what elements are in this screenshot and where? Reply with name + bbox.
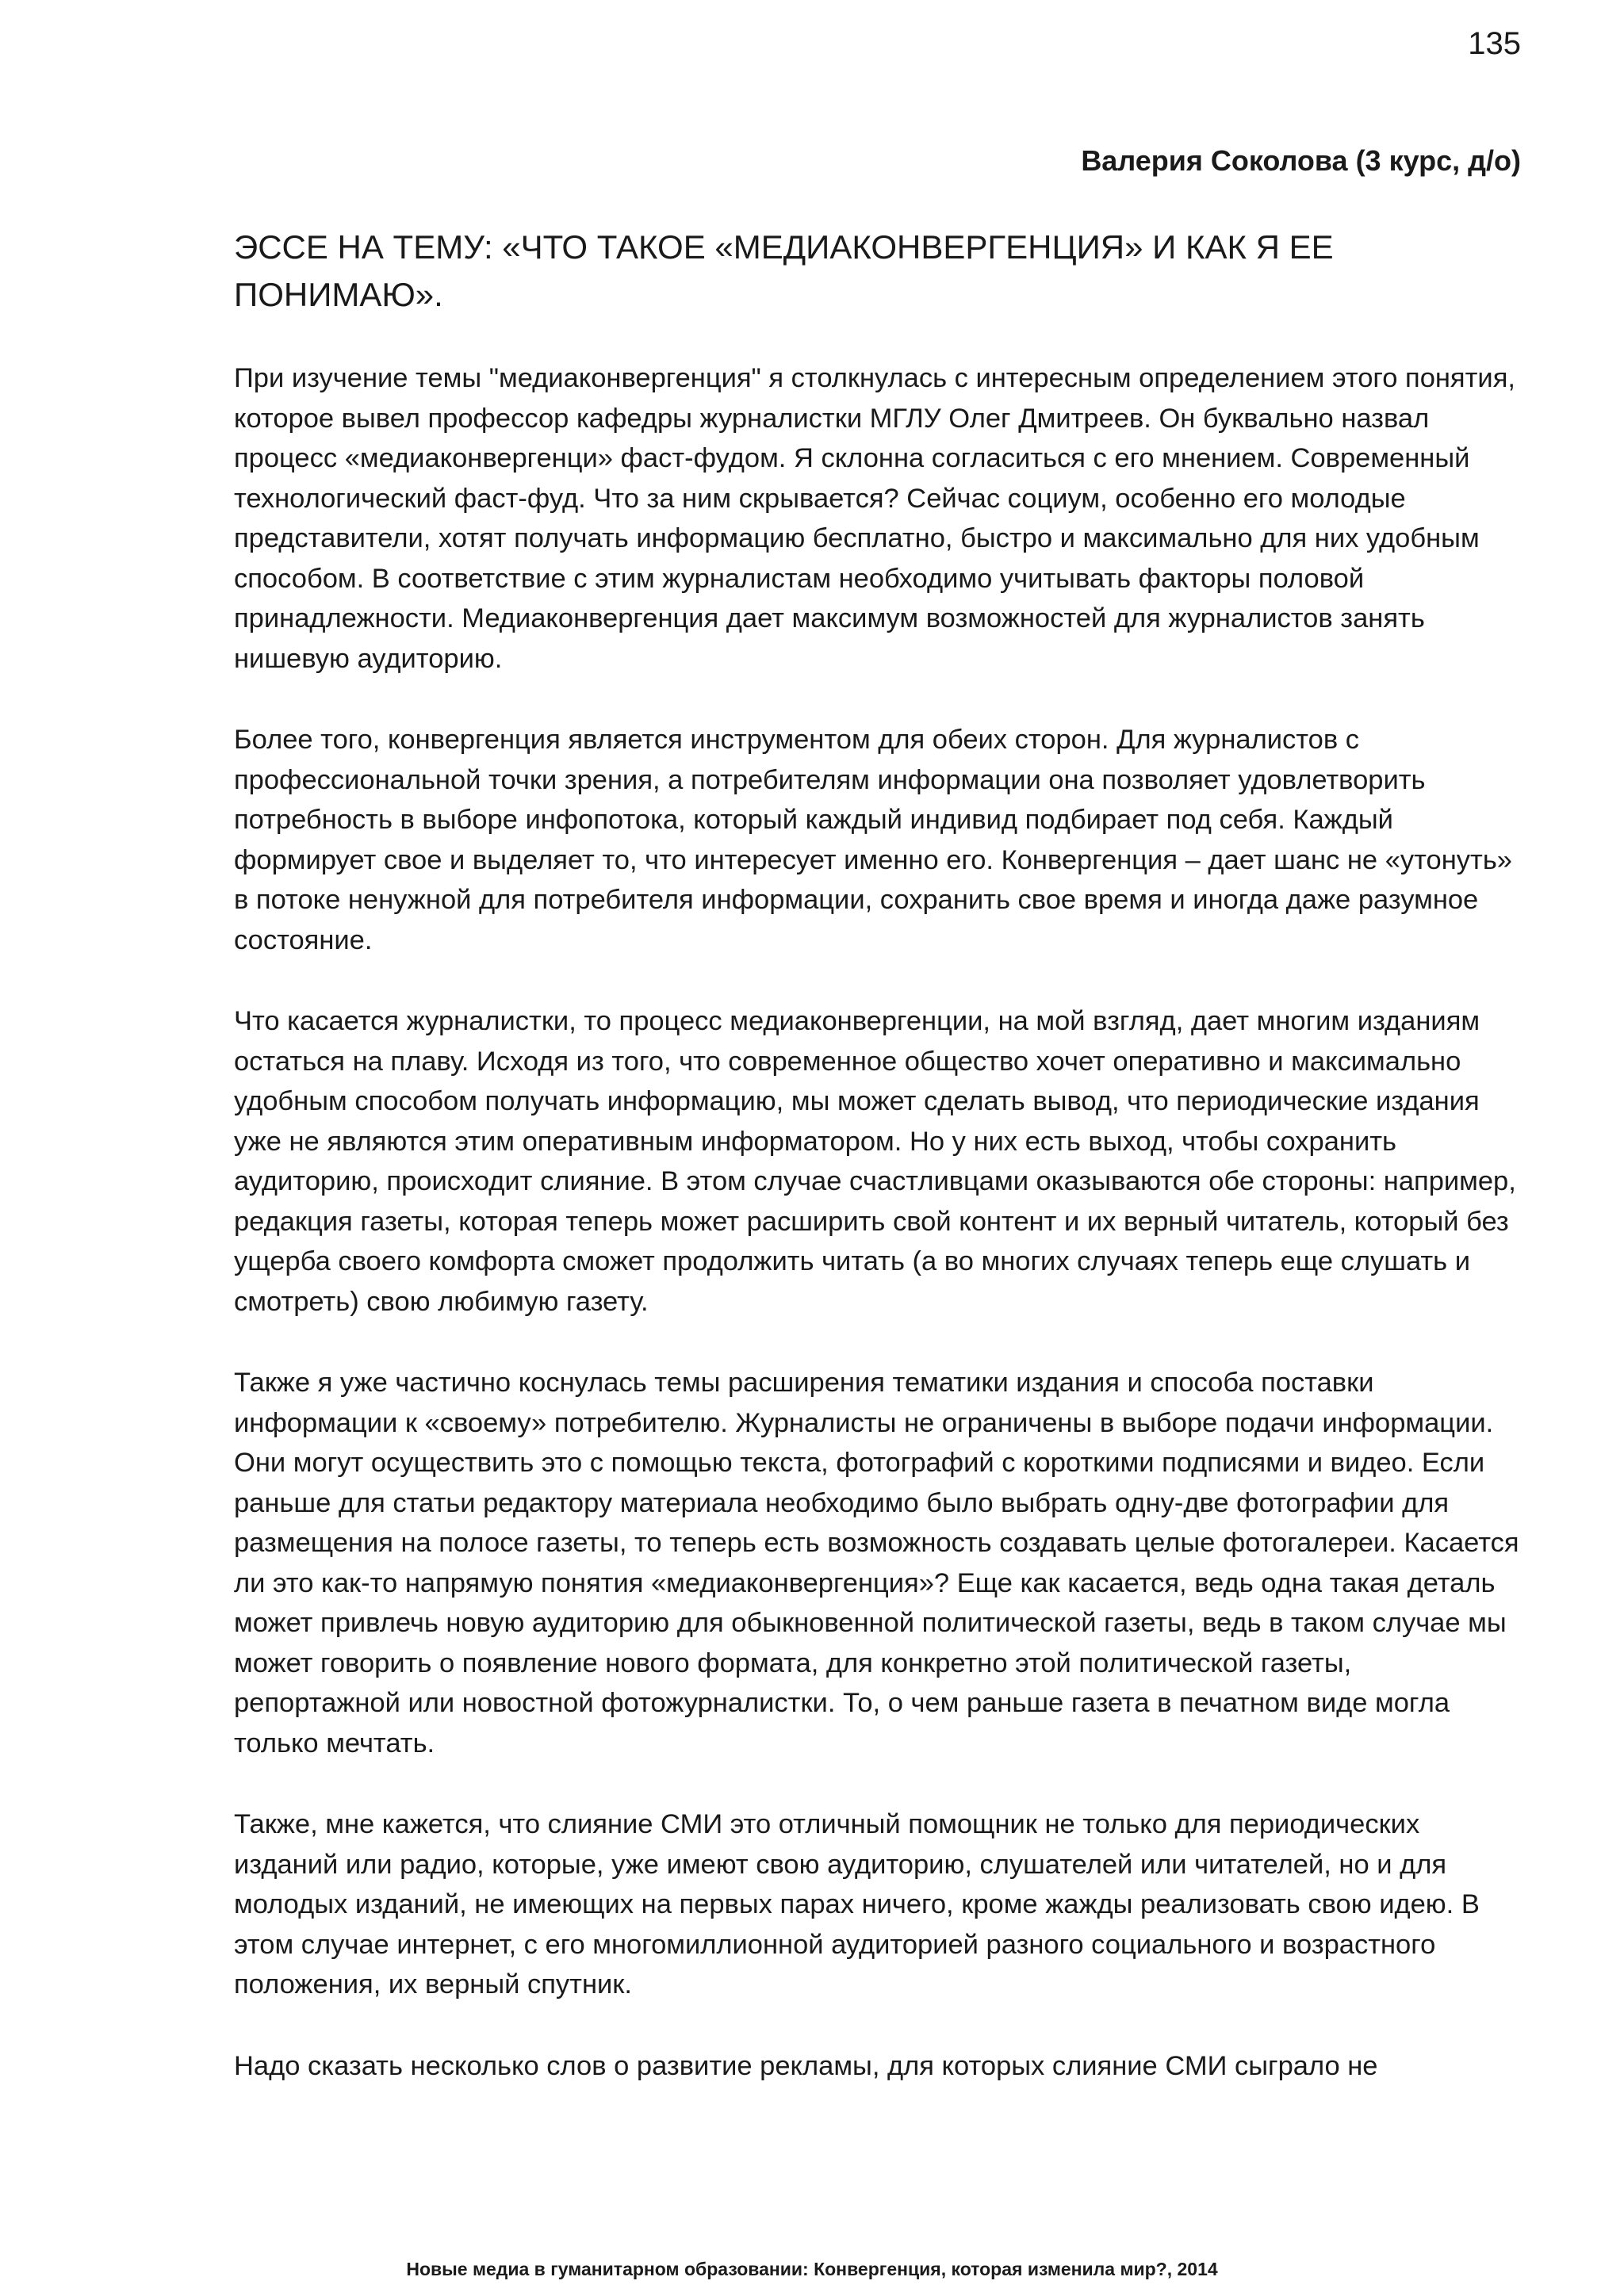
paragraph-1: При изучение темы "медиаконвергенция" я столкнулась с интересным определением этого понятия, которое вывел профессор кафедры журналистки МГЛУ Олег Дмитреев. Он буквально назвал процесс «медиаконвергенци» фаст-фудом. Я склонна согласиться с его мнением. Современный технологический фаст-фуд. Что за ним скрывается? Сейчас социум, особенно его молодые представители, хотят получать информацию бесплатно, быстро и максимально для них удобным способом. В соответствие с этим журналистам необходимо учитывать факторы половой принадлежности. Медиаконвергенция дает максимум возможностей для журналистов занять нишевую аудиторию. — [234, 363, 1515, 674]
page-footer: Новые медиа в гуманитарном образовании: Конвергенция, которая изменила мир?, 2014 — [406, 2259, 1218, 2279]
paragraph-6: Надо сказать несколько слов о развитие рекламы, для которых слияние СМИ сыграло не — [234, 2050, 1378, 2081]
paragraph-2: Более того, конвергенция является инструментом для обеих сторон. Для журналистов с профессиональной точки зрения, а потребителям информации она позволяет удовлетворить потребность в выборе инфопотока, который каждый индивид подбирает под себя. Каждый формирует свое и выделяет то, что интересует именно его. Конвергенция – дает шанс не «утонуть» в потоке ненужной для потребителя информации, сохранить свое время и иногда даже разумное состояние. — [234, 725, 1512, 955]
paragraph-5: Также, мне кажется, что слияние СМИ это отличный помощник не только для периодических изданий или радио, которые, уже имеют свою аудиторию, слушателей или читателей, но и для молодых изданий, не имеющих на первых парах ничего, кроме жажды реализовать свою идею. В этом случае интернет, с его многомиллионной аудиторией разного социального и возрастного положения, их верный спутник. — [234, 1809, 1480, 1999]
author-name: Валерия Соколова (3 курс, д/о) — [1081, 144, 1521, 177]
paragraph-4: Также я уже частично коснулась темы расширения тематики издания и способа поставки информации к «своему» потребителю. Журналисты не ограничены в выборе подачи информации. Они могут осуществить это с помощью текста, фотографий с короткими подписями и видео. Если раньше для статьи редактору материала необходимо было выбрать одну-две фотографии для размещения на полосе газеты, то теперь есть возможность создавать целые фотогалереи. Касается ли это как-то напрямую понятия «медиаконвергенция»? Еще как касается, ведь одна такая деталь может привлечь новую аудиторию для обыкновенной политической газеты, ведь в таком случае мы может говорить о появление нового формата, для конкретно этой политической газеты, репортажной или новостной фотожурналистки. То, о чем раньше газета в печатном виде могла только мечтать. — [234, 1368, 1519, 1758]
essay-title: ЭССЕ НА ТЕМУ: «ЧТО ТАКОЕ «МЕДИАКОНВЕРГЕНЦИЯ» И КАК Я ЕЕ ПОНИМАЮ». — [234, 228, 1334, 313]
essay-body — [234, 224, 1522, 2127]
page-number: 135 — [1468, 26, 1521, 61]
paragraph-3: Что касается журналистки, то процесс медиаконвергенции, на мой взгляд, дает многим изданиям остаться на плаву. Исходя из того, что современное общество хочет оперативно и максимально удобным способом получать информацию, мы может сделать вывод, что периодические издания уже не являются этим оперативным информатором. Но у них есть выход, чтобы сохранить аудиторию, происходит слияние. В этом случае счастливцами оказываются обе стороны: например, редакция газеты, которая теперь может расширить свой контент и их верный читатель, который без ущерба своего комфорта сможет продолжить читать (а во многих случаях теперь еще слушать и смотреть) свою любимую газету. — [234, 1006, 1516, 1317]
